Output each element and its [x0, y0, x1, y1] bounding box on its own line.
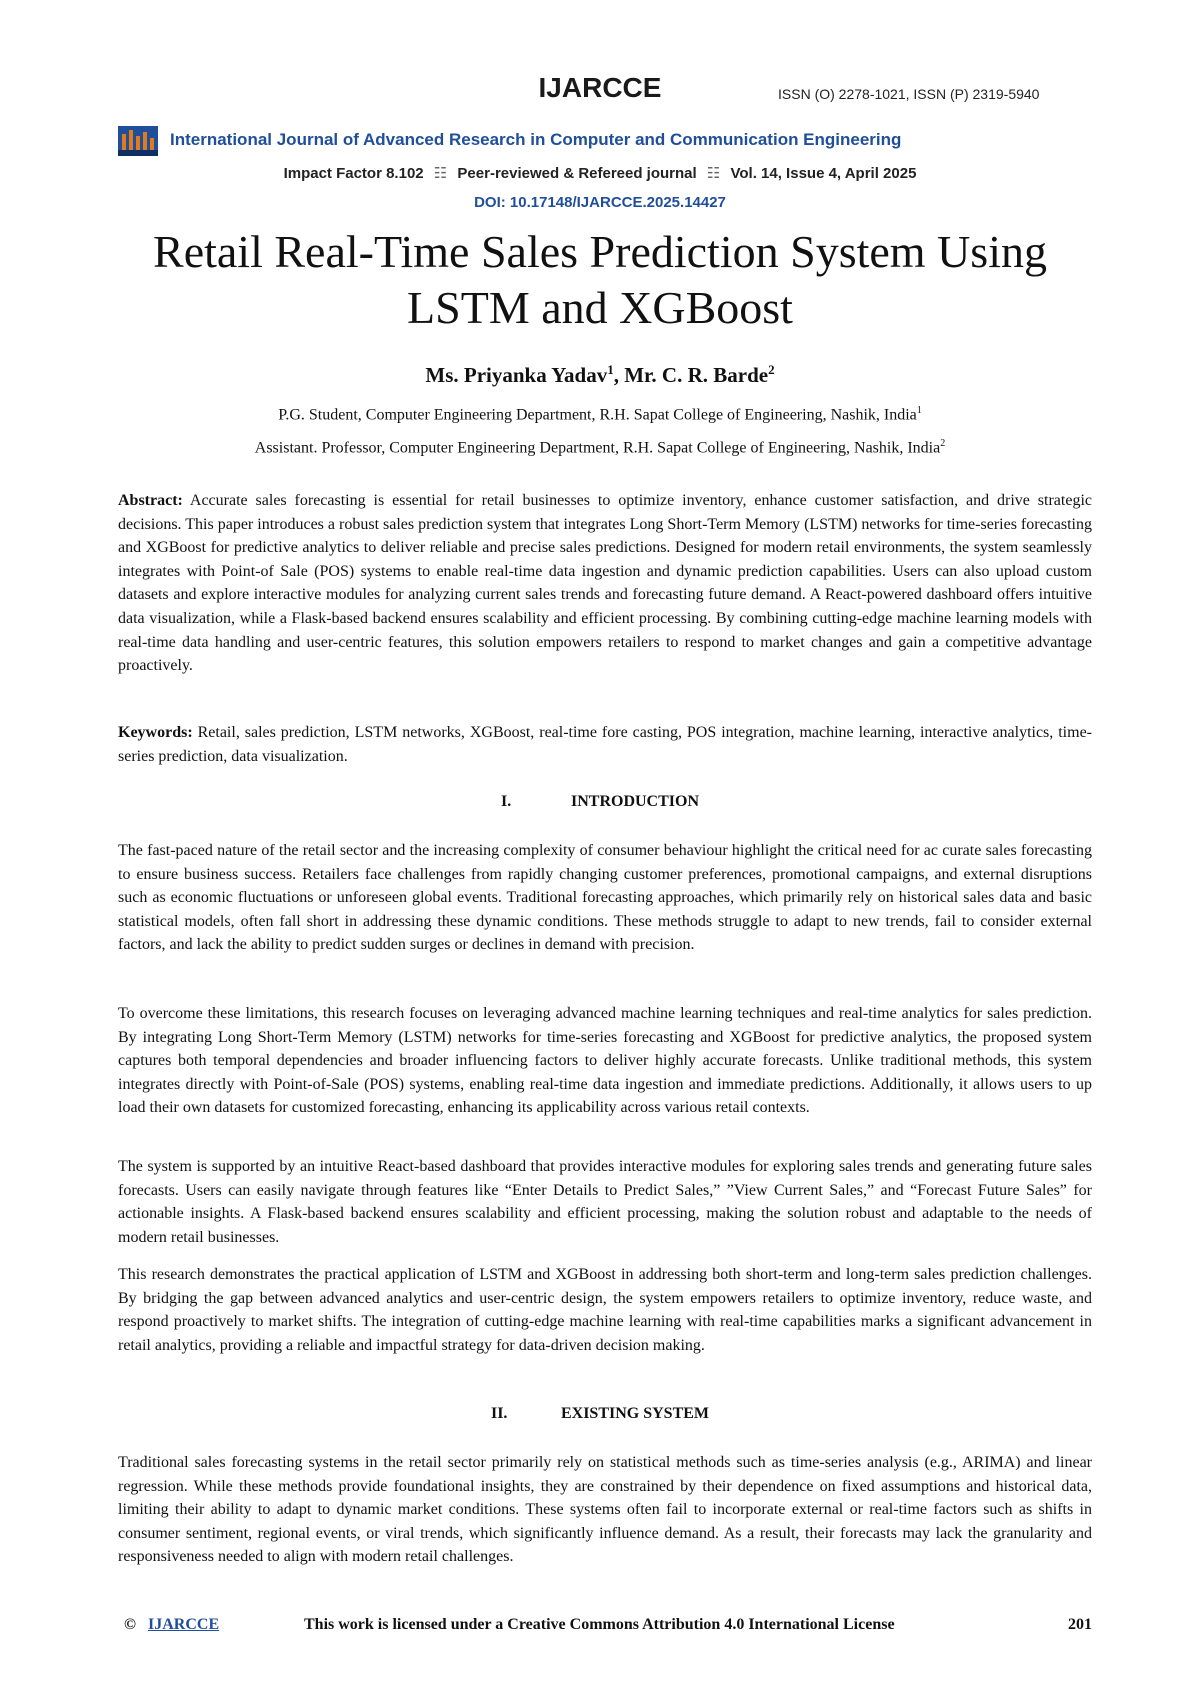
author-list — [100, 362, 1100, 388]
affiliation-marker: 2 — [940, 438, 946, 449]
keywords-text: Retail, sales prediction, LSTM networks, XGBoost, real-time fore casting, POS integration, machine learning, interactive analytics, time-series prediction, data visualization. — [118, 724, 1092, 765]
abstract — [118, 489, 1092, 678]
intro-paragraph-4: This research demonstrates the practical application of LSTM and XGBoost in addressing both short-term and long-term sales prediction challenges. By bridging the gap between advanced analytics and user-centric design, the system empowers retailers to optimize inventory, reduce waste, and respond proactively to market shifts. The integration of cutting-edge machine learning with real-time capabilities marks a significant advancement in retail analytics, providing a reliable and impactful strategy for data-driven decision making. — [118, 1266, 1092, 1354]
journal-acronym: IJARCCE — [538, 72, 662, 103]
section-number: I. — [500, 793, 512, 810]
affiliation-marker: 1 — [916, 405, 922, 416]
existing-system-paragraph-1: Traditional sales forecasting systems in the retail sector primarily rely on statistical methods such as time-series analysis (e.g., ARIMA) and linear regression. While these methods provide foundational insights, they are constrained by their dependence on fixed assumptions and historical data, limiting their ability to adapt to dynamic market conditions. These systems often fail to incorporate external or real-time factors such as shifts in consumer sentiment, regional events, or viral trends, which significantly influence demand. As a result, their forecasts may lack the granularity and responsiveness needed to align with modern retail challenges. — [118, 1454, 1092, 1566]
author-1: Ms. Priyanka Yadav — [425, 363, 608, 387]
author-2-marker: 2 — [768, 362, 775, 377]
journal-logo — [118, 126, 158, 156]
section-heading-introduction — [100, 793, 1100, 811]
author-2: Mr. C. R. Barde — [624, 363, 769, 387]
section-title: INTRODUCTION — [570, 793, 699, 810]
doi-link[interactable]: DOI: 10.17148/IJARCCE.2025.14427 — [474, 194, 726, 211]
abstract-text: Accurate sales forecasting is essential for retail businesses to optimize inventory, enhance customer satisfaction, and drive strategic decisions. This paper introduces a robust sales prediction system that integrates Long Short-Term Memory (LSTM) networks for time-series forecasting and XGBoost for predictive analytics to deliver reliable and precise sales predictions. Designed for modern retail environments, the system seamlessly integrates with Point-of Sale (POS) systems to enable real-time data ingestion and dynamic prediction capabilities. Users can also upload custom datasets and explore interactive modules for analyzing current sales trends and forecasting future demand. A React-powered dashboard offers intuitive data visualization, while a Flask-based backend ensures scalability and efficient processing. By combining cutting-edge machine learning models with real-time data handling and user-centric features, this solution empowers retailers to respond to market changes and gain a competitive advantage proactively. — [118, 492, 1092, 675]
paper-title — [80, 224, 1120, 336]
publisher-link[interactable]: IJARCCE — [148, 1616, 220, 1633]
author-separator: , — [613, 363, 625, 387]
page-footer — [118, 1616, 1092, 1640]
meta-separator: ☷ — [433, 165, 448, 182]
abstract-label: Abstract: — [118, 492, 183, 509]
title-line-1: Retail Real-Time Sales Prediction System Using — [153, 226, 1047, 277]
journal-name: International Journal of Advanced Research in Computer and Communication Engineering — [170, 130, 902, 149]
section-heading-existing-system — [100, 1405, 1100, 1423]
intro-paragraph-2: To overcome these limitations, this research focuses on leveraging advanced machine learning techniques and real-time analytics for sales prediction. By integrating Long Short-Term Memory (LSTM) networks for time-series forecasting and XGBoost for predictive analytics, the proposed system captures both temporal dependencies and broader influencing factors to deliver highly accurate forecasts. Unlike traditional methods, this system integrates directly with Point-of-Sale (POS) systems, enabling real-time data ingestion and immediate predictions. Additionally, it allows users to up load their own datasets for customized forecasting, enhancing its applicability across various retail contexts. — [118, 1005, 1092, 1117]
journal-meta-line — [120, 164, 1080, 182]
license-note: This work is licensed under a Creative Commons Attribution 4.0 International License — [304, 1616, 895, 1633]
author-1-marker: 1 — [607, 362, 614, 377]
page-number: 201 — [1068, 1616, 1092, 1633]
keywords-label: Keywords: — [118, 724, 193, 741]
peer-review-note: Peer-reviewed & Refereed journal — [457, 165, 697, 182]
issn-line: ISSN (O) 2278-1021, ISSN (P) 2319-5940 — [778, 86, 1040, 102]
volume-issue: Vol. 14, Issue 4, April 2025 — [730, 165, 917, 182]
affiliation-1 — [100, 405, 1100, 424]
affiliation-2 — [100, 438, 1100, 457]
intro-paragraph-3: The system is supported by an intuitive React-based dashboard that provides interactive modules for exploring sales trends and generating future sales forecasts. Users can easily navigate through features like “Enter Details to Predict Sales,” ”View Current Sales,” and “Forecast Future Sales” for actionable insights. A Flask-based backend ensures scalability and efficient processing, making the solution robust and adaptable to the needs of modern retail businesses. — [118, 1158, 1092, 1246]
affiliation-text: Assistant. Professor, Computer Engineering Department, R.H. Sapat College of Engineering, Nashik, India — [254, 439, 941, 457]
intro-paragraph-1: The fast-paced nature of the retail sector and the increasing complexity of consumer behaviour highlight the critical need for ac curate sales forecasting to ensure business success. Retailers face challenges from rapidly changing customer preferences, promotional campaigns, and external disruptions such as economic fluctuations or unforeseen global events. Traditional forecasting approaches, which primarily rely on historical sales data and basic statistical models, often fall short in addressing these dynamic conditions. These methods struggle to adapt to new trends, fail to consider external factors, and lack the ability to predict sudden surges or declines in demand with precision. — [118, 842, 1092, 954]
keywords — [118, 721, 1092, 768]
section-title: EXISTING SYSTEM — [560, 1405, 710, 1422]
affiliation-text: P.G. Student, Computer Engineering Department, R.H. Sapat College of Engineering, Nashik, India — [278, 406, 917, 424]
meta-separator: ☷ — [706, 165, 721, 182]
copyright-symbol: © — [124, 1616, 136, 1633]
section-number: II. — [490, 1405, 508, 1422]
impact-factor: Impact Factor 8.102 — [283, 165, 424, 182]
title-line-2: LSTM and XGBoost — [407, 282, 793, 333]
